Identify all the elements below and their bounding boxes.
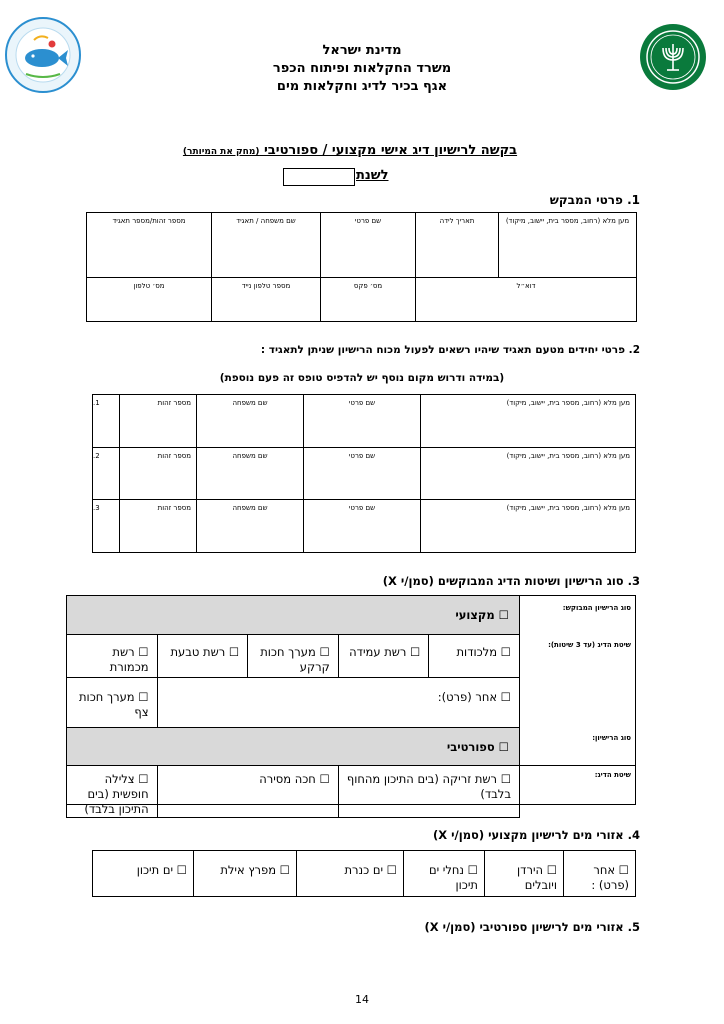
first-name-cell[interactable] <box>321 213 416 278</box>
methods-label: שיטת הדיג (עד 3 שיטות): <box>548 641 631 649</box>
area-other[interactable]: ☐ אחר (פרט) : <box>564 851 636 897</box>
area-jordan-and-tributaries[interactable]: ☐ הירדן ויובלים <box>485 851 564 897</box>
row-number: 3. <box>93 500 120 553</box>
person-id-cell[interactable] <box>120 395 197 448</box>
id-number-cell[interactable] <box>87 213 212 278</box>
mobile-cell[interactable] <box>212 278 321 322</box>
person-first-name-label: שם פרטי <box>348 399 376 407</box>
row-number: 1. <box>93 395 120 448</box>
header-line-1: מדינת ישראל <box>322 43 402 58</box>
person-first-name-cell[interactable] <box>304 500 421 553</box>
license-type-label: סוג הרישיון: <box>592 734 631 742</box>
fax-label: מס׳ פקס <box>353 282 383 290</box>
phone-label: מס׳ טלפון <box>133 282 165 290</box>
email-cell[interactable] <box>416 278 637 322</box>
person-address-cell[interactable] <box>421 500 636 553</box>
option-free-diving[interactable]: ☐ צלילה חופשית (בים התיכון בלבד) <box>67 766 158 818</box>
email-label: דוא״ל <box>516 282 536 290</box>
birth-date-cell[interactable] <box>416 213 499 278</box>
person-id-label: מספר זהות <box>157 452 191 460</box>
license-options-grid <box>66 595 520 818</box>
person-address-cell[interactable] <box>421 448 636 500</box>
area-mediterranean-streams[interactable]: ☐ נחלי ים תיכון <box>404 851 485 897</box>
area-mediterranean[interactable]: ☐ ים תיכון <box>93 851 194 897</box>
row-number: 2. <box>93 448 120 500</box>
phone-cell[interactable] <box>87 278 212 322</box>
person-first-name-label: שם פרטי <box>348 452 376 460</box>
option-floating-longline[interactable]: ☐ מערך חכות צף <box>67 678 158 728</box>
person-id-label: מספר זהות <box>157 399 191 407</box>
professional-checkbox[interactable]: ☐ מקצועי <box>67 596 520 635</box>
person-id-cell[interactable] <box>120 500 197 553</box>
option-cast-net[interactable]: ☐ רשת זריקה (בים התיכון מהחוף בלבד) <box>338 766 519 818</box>
option-bottom-longline[interactable]: ☐ מערך חכות קרקע <box>248 635 339 678</box>
person-address-label: מען מלא (רחוב, מספר בית, יישוב, מיקוד) <box>506 452 630 460</box>
person-last-name-label: שם משפחה <box>232 452 268 460</box>
person-last-name-cell[interactable] <box>197 395 304 448</box>
option-other-professional[interactable]: ☐ אחר (פרט): <box>157 678 519 728</box>
person-last-name-cell[interactable] <box>197 448 304 500</box>
form-title-main: בקשה לרישיון דיג אישי מקצועי / ספורטיבי <box>263 143 518 158</box>
person-row <box>93 395 636 448</box>
page-number: 14 <box>355 993 369 1006</box>
person-last-name-label: שם משפחה <box>232 504 268 512</box>
option-ring-net[interactable]: ☐ רשת טבעת <box>157 635 248 678</box>
last-name-cell[interactable] <box>212 213 321 278</box>
person-address-label: מען מלא (רחוב, מספר בית, יישוב, מיקוד) <box>506 399 630 407</box>
water-areas-professional-table <box>92 850 636 897</box>
label-divider <box>519 765 636 766</box>
section1-heading: 1. פרטי המבקש <box>549 193 640 207</box>
birth-date-label: תאריך לידה <box>439 217 475 225</box>
address-label: מען מלא (רחוב, מספר בית, יישוב, מיקוד) <box>505 217 630 225</box>
section3-heading: 3. סוג הרישיון ושיטות הדיג המבוקשים (סמן/י X) <box>382 574 640 588</box>
area-sea-of-galilee[interactable]: ☐ ים כנרת <box>297 851 404 897</box>
form-title <box>150 143 550 158</box>
id-number-label: מספר זהות/מספר תאגיד <box>112 217 186 225</box>
person-row <box>93 448 636 500</box>
section5-heading: 5. אזורי מים לרישיון ספורטיבי (סמן/י X) <box>424 920 640 934</box>
last-name-label: שם משפחה / תאגיד <box>236 217 296 225</box>
year-label: לשנת <box>356 168 389 183</box>
person-address-label: מען מלא (רחוב, מספר בית, יישוב, מיקוד) <box>506 504 630 512</box>
person-first-name-label: שם פרטי <box>348 504 376 512</box>
year-input[interactable] <box>283 168 355 186</box>
option-fishing-rod[interactable]: ☐ חכה מסירה <box>157 766 338 818</box>
fax-cell[interactable] <box>321 278 416 322</box>
person-first-name-cell[interactable] <box>304 395 421 448</box>
mobile-label: מספר טלפון נייד <box>241 282 291 290</box>
area-gulf-of-eilat[interactable]: ☐ מפרץ אילת <box>194 851 297 897</box>
option-standing-net[interactable]: ☐ רשת עמידה <box>338 635 429 678</box>
method-label: שיטת הדיג: <box>594 771 631 779</box>
sport-checkbox[interactable]: ☐ ספורטיבי <box>67 728 520 766</box>
section2-heading: 2. פרטי יחידים מטעם תאגיד שיהיו רשאים לפעול מכוח הרישיון שניתן לתאגיד : <box>260 344 640 356</box>
authorized-persons-table <box>92 394 636 553</box>
header-line-3: אגף בכיר לדיג וחקלאות מים <box>276 79 448 94</box>
person-address-cell[interactable] <box>421 395 636 448</box>
applicant-details-table <box>86 212 637 322</box>
option-trawl-net[interactable]: ☐ רשת מכמורת <box>67 635 158 678</box>
option-traps[interactable]: ☐ מלכודות <box>429 635 520 678</box>
first-name-label: שם פרטי <box>354 217 382 225</box>
person-id-label: מספר זהות <box>157 504 191 512</box>
section4-heading: 4. אזורי מים לרישיון מקצועי (סמן/י X) <box>433 828 640 842</box>
person-last-name-cell[interactable] <box>197 500 304 553</box>
person-last-name-label: שם משפחה <box>232 399 268 407</box>
requested-type-label: סוג הרישיון המבוקש: <box>562 604 631 612</box>
license-type-box <box>66 595 636 816</box>
header-line-2: משרד החקלאות ופיתוח הכפר <box>272 61 452 76</box>
section2-note: (במידה ודרוש מקום נוסף יש להדפיס טופס זה פעם נוספת) <box>219 372 505 384</box>
address-cell[interactable] <box>499 213 637 278</box>
form-title-note: (מחק את המיותר) <box>182 147 260 157</box>
person-first-name-cell[interactable] <box>304 448 421 500</box>
person-id-cell[interactable] <box>120 448 197 500</box>
person-row <box>93 500 636 553</box>
